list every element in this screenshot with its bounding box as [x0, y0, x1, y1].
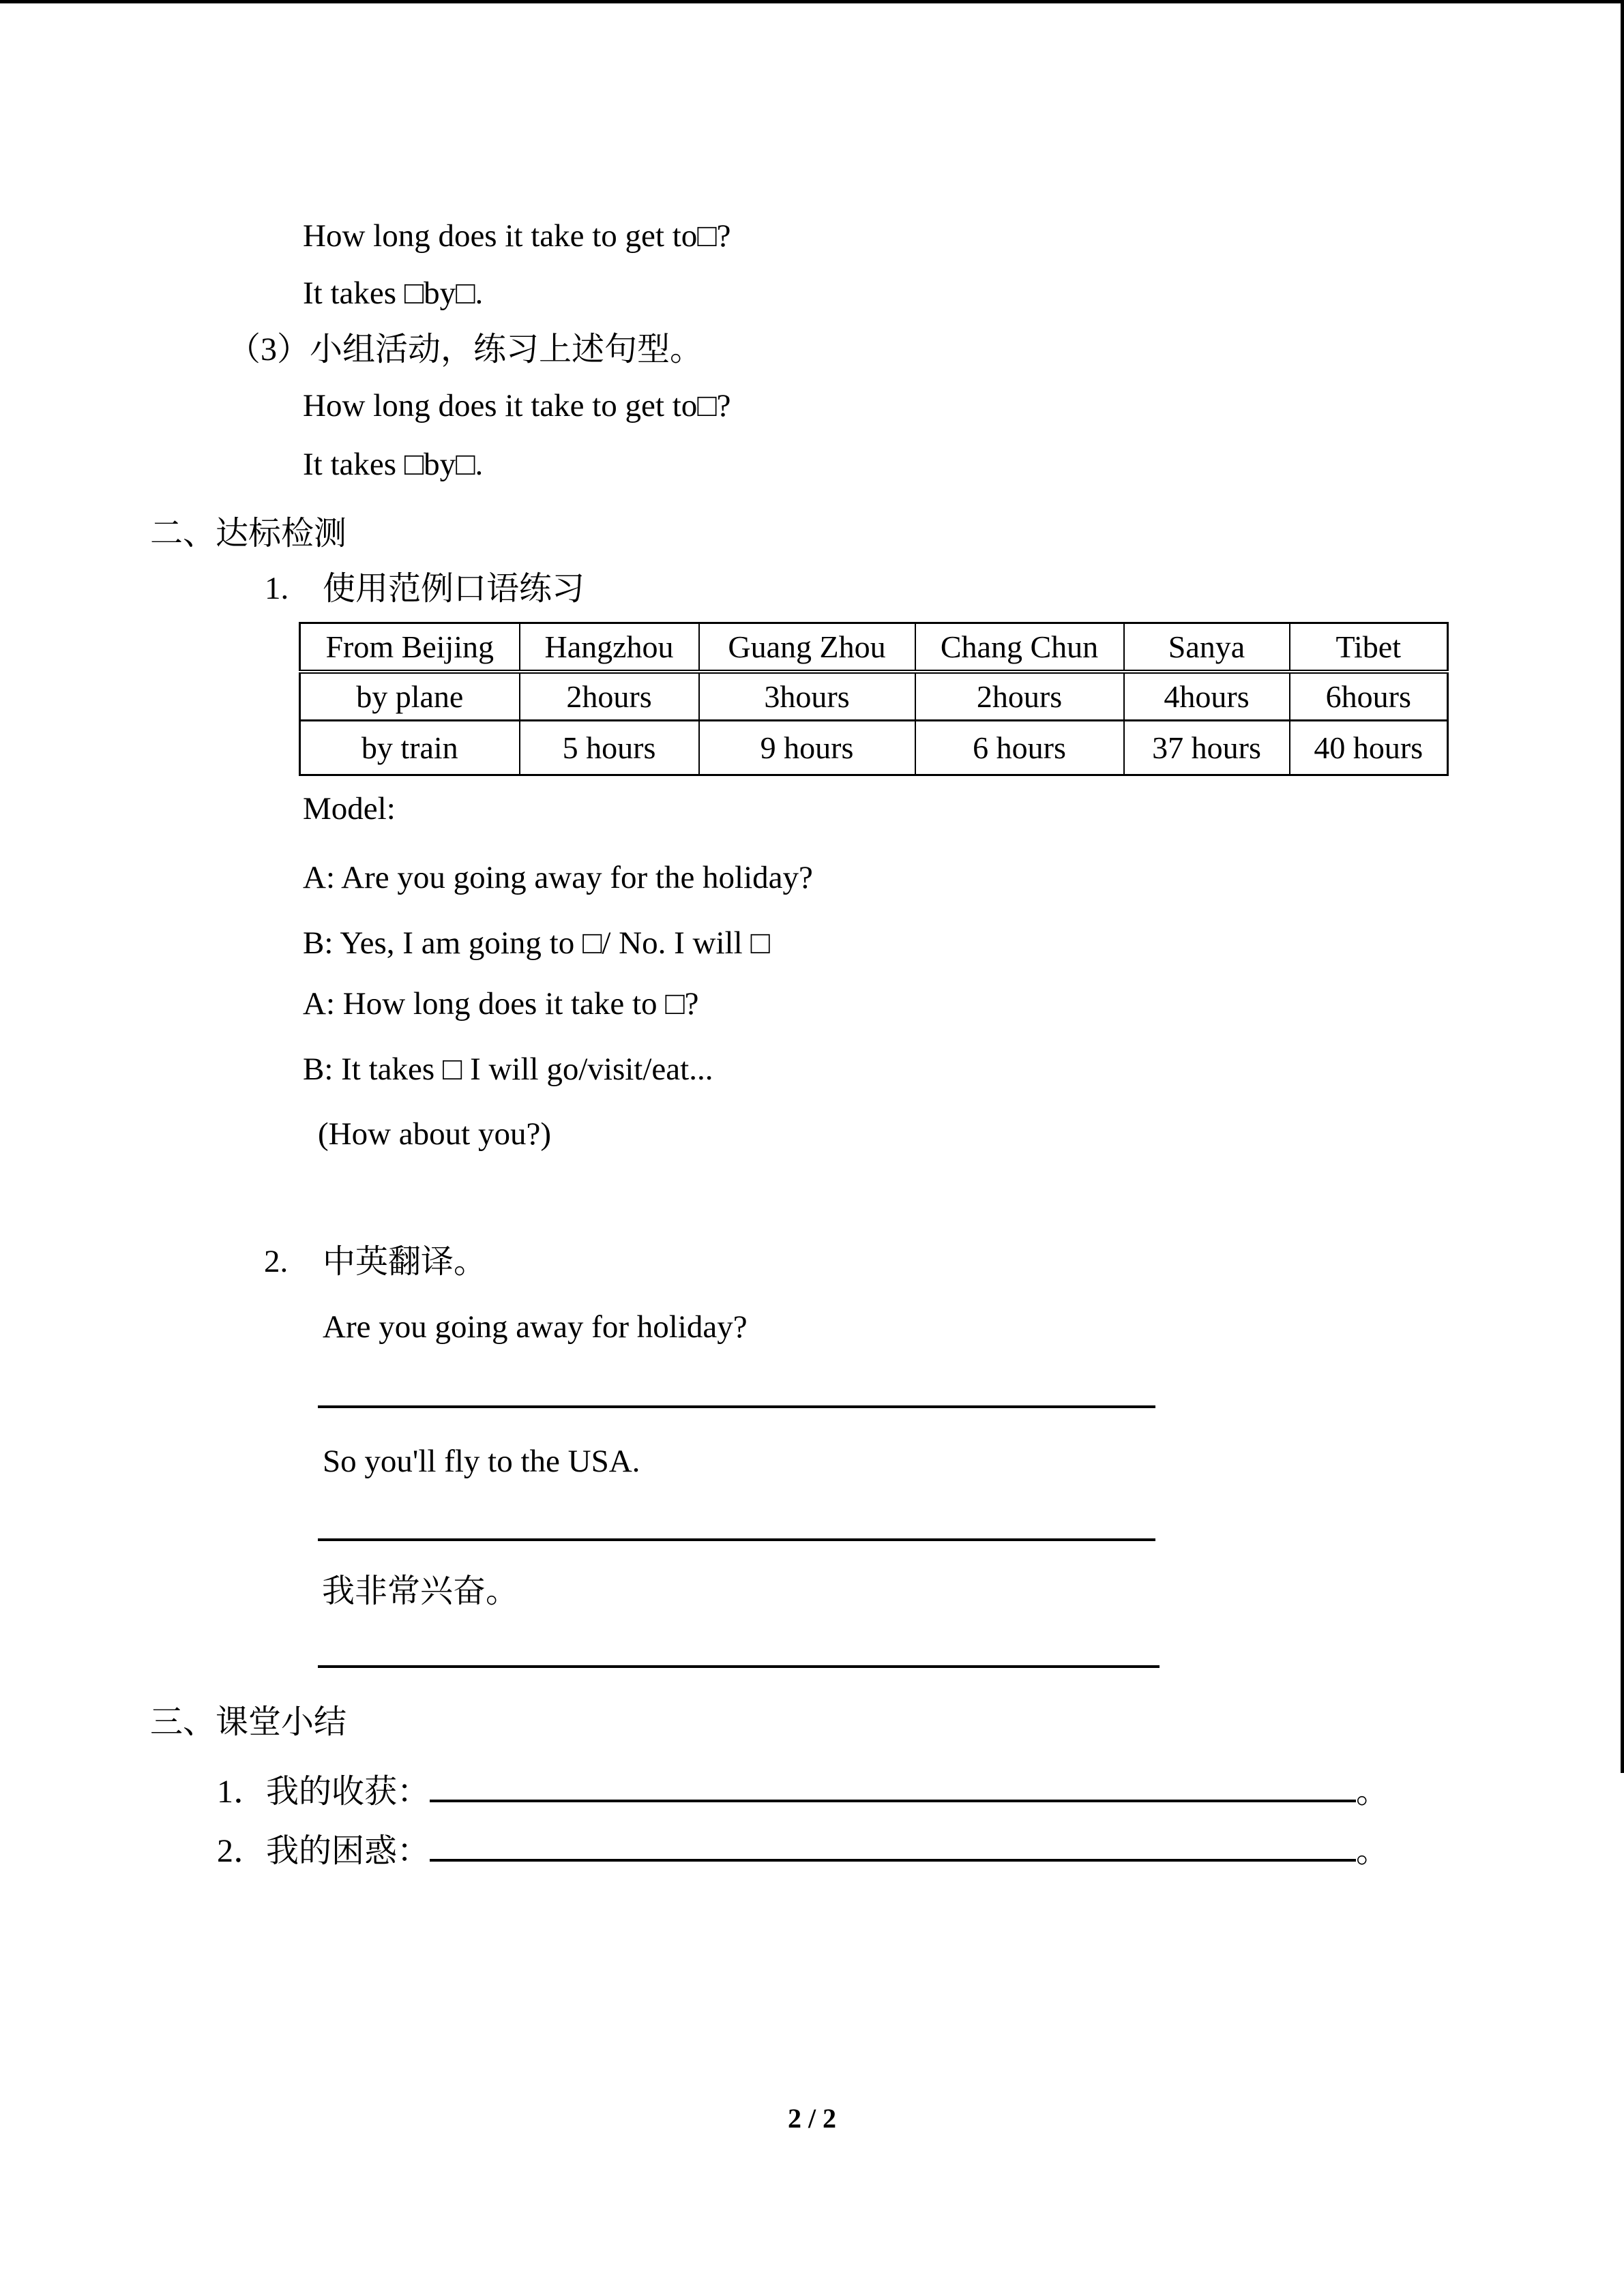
section-heading-summary: 三、课堂小结 — [150, 1704, 347, 1740]
table-cell: 9 hours — [699, 721, 915, 775]
list-number-2: 2. — [264, 1244, 289, 1279]
table-header-cell: Guang Zhou — [699, 623, 915, 672]
model-line-a1: A: Are you going away for the holiday? — [303, 860, 813, 895]
model-aside: (How about you?) — [318, 1116, 551, 1152]
model-line-b2: B: It takes □ I will go/visit/eat... — [303, 1052, 713, 1087]
list-item-translation: 中英翻译。 — [323, 1244, 487, 1280]
step-3-group-activity: （3）小组活动，练习上述句型。 — [228, 331, 703, 368]
table-row-by-plane — [300, 672, 1448, 721]
table-cell: 2hours — [520, 672, 699, 721]
travel-time-table — [299, 622, 1449, 776]
page-number: 2 / 2 — [787, 2103, 837, 2134]
table-header-cell: Tibet — [1290, 623, 1448, 672]
table-header-cell: Sanya — [1124, 623, 1290, 672]
list-number-1: 1. — [265, 571, 289, 606]
model-title: Model: — [303, 791, 396, 826]
answer-line-2 — [318, 1538, 1155, 1541]
list-item-oral-practice: 使用范例口语练习 — [323, 571, 585, 607]
sentence-how-long-1: How long does it take to get to□? — [303, 218, 731, 254]
summary-item-gains — [217, 1770, 1389, 1808]
table-cell: 40 hours — [1290, 721, 1448, 775]
table-header-cell: Chang Chun — [915, 623, 1124, 672]
translation-source-1: Are you going away for holiday? — [323, 1309, 748, 1345]
table-cell: 6hours — [1290, 672, 1448, 721]
sentence-it-takes-2: It takes □by□. — [303, 447, 484, 482]
summary-item-confusions — [217, 1829, 1389, 1868]
summary-item-confusions-blank — [430, 1829, 1356, 1862]
summary-item-gains-period: 。 — [1356, 1774, 1389, 1810]
scan-edge-top — [0, 0, 1624, 3]
table-cell: 37 hours — [1124, 721, 1290, 775]
scan-edge-right — [1621, 0, 1624, 1773]
model-line-a2: A: How long does it take to □? — [303, 986, 699, 1022]
table-cell: by plane — [300, 672, 520, 721]
section-heading-check: 二、达标检测 — [150, 516, 347, 552]
summary-item-confusions-period: 。 — [1356, 1833, 1389, 1869]
summary-item-gains-label: 1．我的收获： — [217, 1774, 430, 1810]
table-header-cell: From Beijing — [300, 623, 520, 672]
summary-item-gains-blank — [430, 1770, 1356, 1802]
table-cell: by train — [300, 721, 520, 775]
table-row-by-train — [300, 721, 1448, 775]
table-cell: 5 hours — [520, 721, 699, 775]
table-cell: 6 hours — [915, 721, 1124, 775]
table-header-cell: Hangzhou — [520, 623, 699, 672]
table-cell: 3hours — [699, 672, 915, 721]
answer-line-3 — [318, 1665, 1160, 1668]
translation-source-3: 我非常兴奋。 — [322, 1573, 519, 1609]
translation-source-2: So you'll fly to the USA. — [323, 1444, 640, 1479]
table-cell: 2hours — [915, 672, 1124, 721]
answer-line-1 — [318, 1405, 1155, 1408]
table-header-row — [300, 623, 1448, 672]
sentence-how-long-2: How long does it take to get to□? — [303, 388, 731, 423]
sentence-it-takes-1: It takes □by□. — [303, 275, 484, 311]
model-line-b1: B: Yes, I am going to □/ No. I will □ — [303, 925, 770, 961]
summary-item-confusions-label: 2．我的困惑： — [217, 1833, 430, 1869]
table-cell: 4hours — [1124, 672, 1290, 721]
